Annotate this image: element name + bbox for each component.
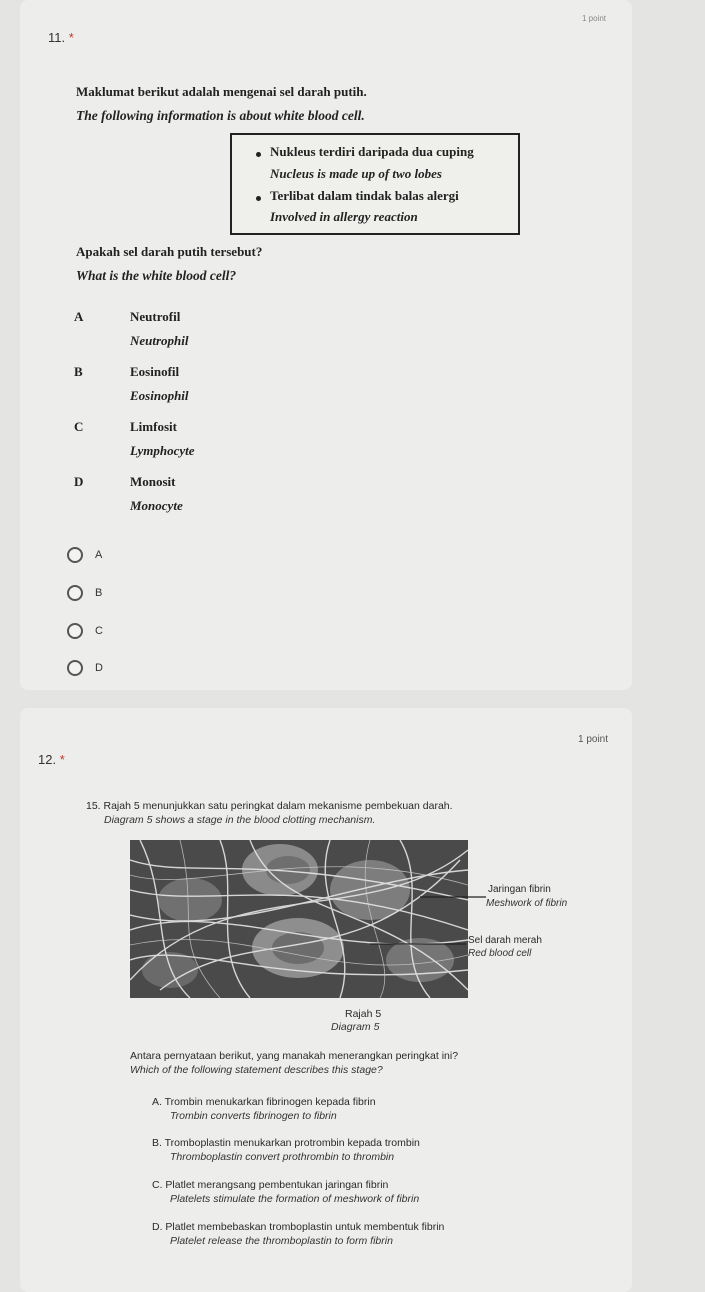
diagram-caption-english: Diagram 5 (331, 1021, 380, 1033)
diagram-caption-malay: Rajah 5 (345, 1008, 382, 1020)
option-c-english: Lymphocyte (130, 443, 195, 458)
points-label: 1 point (582, 14, 607, 23)
q2-option-c-english: Platelets stimulate the formation of meshwork of fibrin (170, 1193, 420, 1205)
option-a-malay: Neutrofil (130, 309, 181, 324)
option-a-english: Neutrophil (130, 333, 189, 348)
option-b-malay: Eosinofil (130, 364, 180, 379)
label-rbc-english: Red blood cell (468, 948, 532, 959)
q2-option-d-english: Platelet release the thromboplastin to form fibrin (170, 1235, 393, 1247)
question-number: 11. * (48, 30, 74, 45)
info-2-malay: Terlibat dalam tindak balas alergi (270, 188, 459, 203)
question-malay: Antara pernyataan berikut, yang manakah menerangkan peringkat ini? (130, 1050, 459, 1062)
q2-option-c: C. Platlet merangsang pembentukan jaringan fibrin (152, 1179, 389, 1191)
label-rbc-malay: Sel darah merah (468, 935, 542, 946)
question-malay: Apakah sel darah putih tersebut? (76, 244, 263, 259)
intro-malay: Maklumat berikut adalah mengenai sel darah putih. (76, 84, 367, 99)
option-b-english: Eosinophil (130, 388, 189, 403)
stem-english: Diagram 5 shows a stage in the blood clotting mechanism. (104, 814, 376, 826)
choice-label: A (95, 549, 103, 561)
question-english: What is the white blood cell? (76, 268, 237, 283)
points-label: 1 point (578, 734, 609, 745)
q2-option-a: A. Trombin menukarkan fibrinogen kepada fibrin (152, 1096, 376, 1108)
question-english: Which of the following statement describes this stage? (130, 1064, 383, 1076)
option-letter: D (74, 474, 84, 489)
option-d-english: Monocyte (130, 498, 183, 513)
option-c-malay: Limfosit (130, 419, 177, 434)
info-1-malay: Nukleus terdiri daripada dua cuping (270, 144, 474, 159)
option-d-malay: Monosit (130, 474, 176, 489)
option-letter: B (74, 364, 83, 379)
stem-malay: 15. Rajah 5 menunjukkan satu peringkat dalam mekanisme pembekuan darah. (86, 800, 453, 812)
q2-option-d: D. Platlet membebaskan tromboplastin untuk membentuk fibrin (152, 1221, 445, 1233)
choice-label: D (95, 662, 103, 674)
q2-option-a-english: Trombin converts fibrinogen to fibrin (170, 1110, 337, 1122)
intro-english: The following information is about white blood cell. (76, 108, 365, 123)
option-letter: C (74, 419, 84, 434)
choice-label: C (95, 625, 103, 637)
question-number: 12. * (38, 752, 65, 767)
q2-option-b: B. Tromboplastin menukarkan protrombin kepada trombin (152, 1137, 420, 1149)
choice-label: B (95, 587, 103, 599)
info-1-english: Nucleus is made up of two lobes (270, 166, 442, 181)
label-fibrin-malay: Jaringan fibrin (488, 884, 551, 895)
info-2-english: Involved in allergy reaction (270, 209, 418, 224)
label-fibrin-english: Meshwork of fibrin (486, 898, 568, 909)
option-letter: A (74, 309, 84, 324)
q2-option-b-english: Thromboplastin convert prothrombin to thrombin (170, 1151, 395, 1163)
